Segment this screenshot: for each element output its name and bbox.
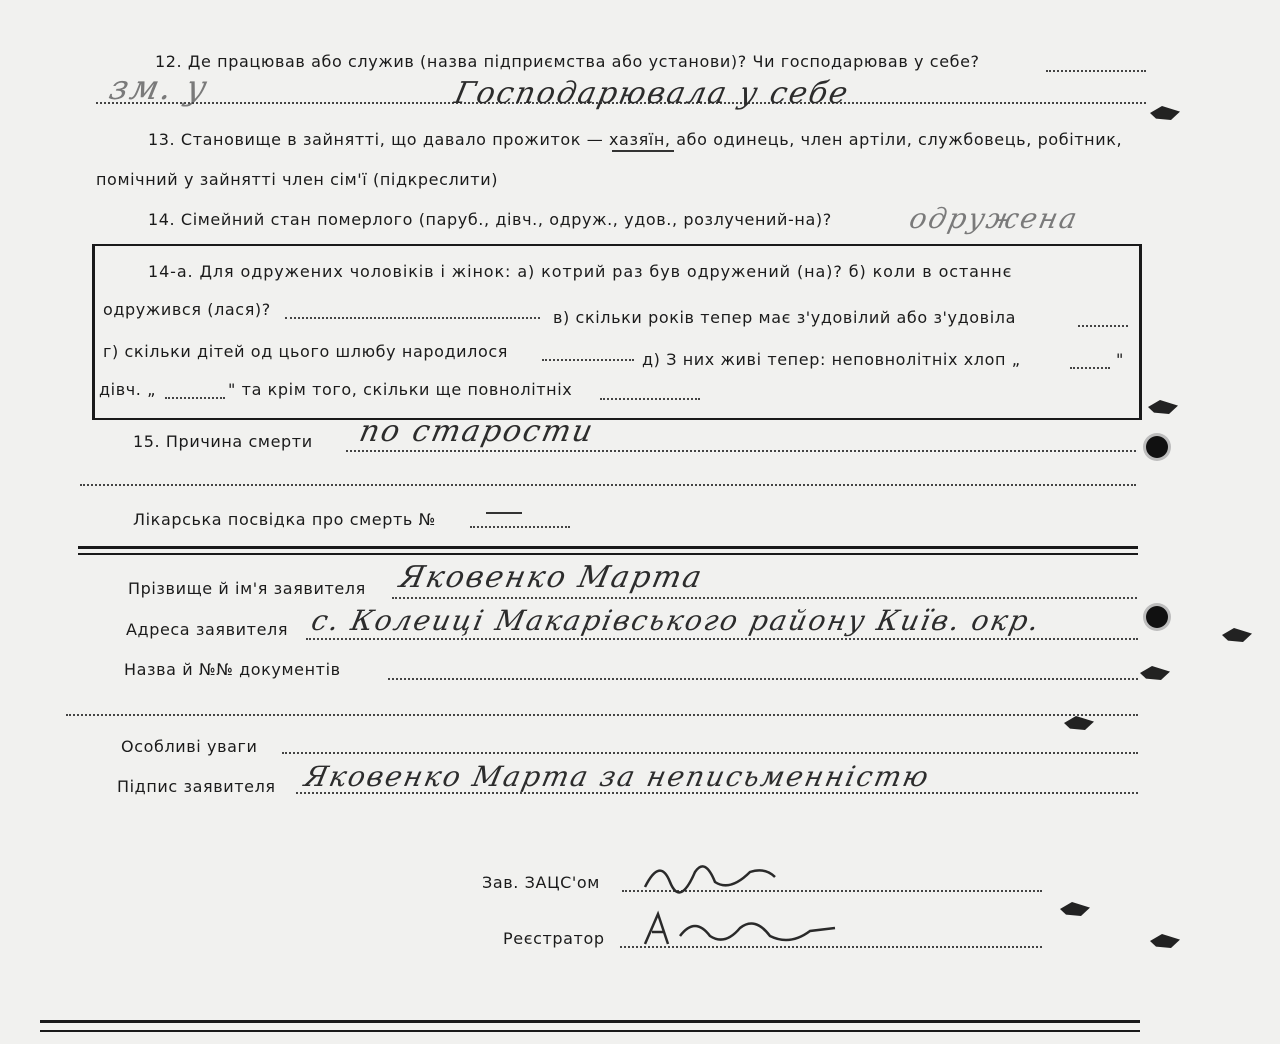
applicant-name-value: Яковенко Марта xyxy=(396,560,707,595)
medical-dash xyxy=(486,512,522,514)
head-signature-mark xyxy=(640,852,780,902)
binding-hole-mark xyxy=(1064,716,1094,730)
head-label: Зав. ЗАЦС'ом xyxy=(482,873,600,892)
q14a-years-line xyxy=(1078,325,1128,327)
q13-line2: помічний у зайнятті член сім'ї (підкреслити) xyxy=(96,170,499,189)
q14a-adults-line xyxy=(600,398,700,400)
binding-hole-mark xyxy=(1148,400,1178,414)
binding-hole-mark xyxy=(1150,934,1180,948)
notes-label: Особливі уваги xyxy=(121,737,258,756)
q12-dotted-line xyxy=(1046,70,1146,72)
binding-hole xyxy=(1146,436,1168,458)
signature-label: Підпис заявителя xyxy=(117,777,276,796)
registrar-label: Реєстратор xyxy=(503,929,605,948)
applicant-address-value: с. Колеиці Макарівського району Київ. окр. xyxy=(308,604,1044,637)
q14a-line1: 14-а. Для одружених чоловіків і жінок: а) котрий раз був одружений (на)? б) коли в останнє xyxy=(148,262,1013,281)
binding-hole xyxy=(1146,606,1168,628)
applicant-docs-label: Назва й №№ документів xyxy=(124,660,341,679)
q14-answer: одружена xyxy=(906,202,1082,235)
section-rule-bottom xyxy=(78,553,1138,555)
applicant-docs-line xyxy=(388,678,1138,680)
margin-note: зм. у xyxy=(105,68,213,108)
q14-label: 14. Сімейний стан померлого (паруб., дівч., одруж., удов., розлучений-на)? xyxy=(148,210,832,229)
applicant-name-label: Прізвище й ім'я заявителя xyxy=(128,579,366,598)
applicant-address-line xyxy=(306,638,1138,640)
applicant-address-label: Адреса заявителя xyxy=(126,620,289,639)
section-rule-top xyxy=(78,546,1138,549)
applicant-docs-second-line xyxy=(66,714,1138,716)
q13-underline-hazyain xyxy=(612,150,674,152)
q14a-married-when-line xyxy=(285,317,540,319)
binding-hole-mark xyxy=(1150,106,1180,120)
q12-label: 12. Де працював або служив (назва підприємства або установи)? Чи господарював у себе? xyxy=(155,52,980,71)
q15-answer-line xyxy=(346,450,1136,452)
q15-answer: по старости xyxy=(356,414,598,449)
q15-label: 15. Причина смерти xyxy=(133,432,313,451)
q14a-girls-line xyxy=(165,397,225,399)
registrar-signature-mark xyxy=(640,906,840,952)
applicant-name-line xyxy=(392,597,1137,599)
q15-second-line xyxy=(80,484,1136,486)
q14a-line4a: дівч. „ xyxy=(99,380,157,399)
q14a-line3a: г) скільки дітей од цього шлюбу народилося xyxy=(103,342,508,361)
binding-hole-mark xyxy=(1222,628,1252,642)
bottom-rule-bottom xyxy=(40,1030,1140,1032)
binding-hole-mark xyxy=(1060,902,1090,916)
medical-number-line xyxy=(470,526,570,528)
bottom-rule-top xyxy=(40,1020,1140,1023)
q14a-line2b: в) скільки років тепер має з'удовілий або з'удовіла xyxy=(553,308,1016,327)
medical-label: Лікарська посвідка про смерть № xyxy=(133,510,436,529)
q14a-line2a: одружився (лася)? xyxy=(103,300,271,319)
q13-line1: 13. Становище в зайнятті, що давало прожиток — хазяїн, або одинець, член артіли, службовець, робітник, xyxy=(148,130,1123,149)
q14a-boys-line xyxy=(1070,367,1110,369)
q12-answer: Господарювала у себе xyxy=(451,76,853,111)
q14a-line4b: " та крім того, скільки ще повнолітніх xyxy=(228,380,573,399)
signature-value: Яковенко Марта за неписьменністю xyxy=(301,760,934,793)
notes-line xyxy=(282,752,1138,754)
q14a-children-line xyxy=(542,359,634,361)
q14a-line3b: д) З них живі тепер: неповнолітніх хлоп „ xyxy=(642,350,1021,369)
binding-hole-mark xyxy=(1140,666,1170,680)
q14a-line3c: " xyxy=(1116,350,1124,369)
